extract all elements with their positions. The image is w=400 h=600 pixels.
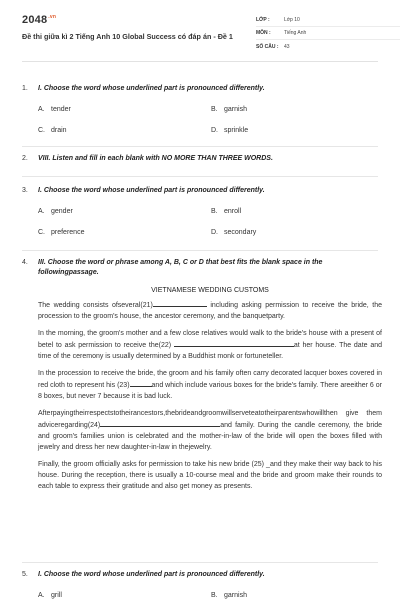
exam-meta	[256, 14, 400, 53]
option-list	[38, 592, 382, 599]
blank-number: (21)	[140, 302, 153, 309]
meta-value: Tiếng Anh	[284, 30, 307, 36]
option-letter: B.	[211, 592, 218, 599]
question-prompt: III. Choose the word or phrase among A, B, C or D that best fits the blank space in the followingpassage.	[38, 259, 323, 276]
question-4	[22, 258, 382, 498]
option-letter: C.	[38, 229, 45, 236]
option-text: secondary	[224, 229, 257, 236]
question-number: 4.	[22, 259, 28, 266]
question-number: 2.	[22, 155, 28, 162]
blank-number: (22)	[158, 342, 172, 349]
question-5	[22, 570, 382, 599]
option-text: preference	[51, 229, 85, 236]
option-a[interactable]	[38, 106, 211, 113]
question-prompt: VIII. Listen and fill in each blank with NO MORE THAN THREE WORDS.	[38, 155, 273, 162]
option-letter: D.	[211, 229, 218, 236]
passage-paragraph-5	[38, 459, 382, 492]
option-text: gender	[51, 208, 73, 215]
passage-text: and which include various boxes for the bride's family. There areeither 6 or 8 boxes, but never 7 because it is bad luck.	[38, 382, 382, 400]
passage-text: In the procession to receive the bride, the groom and his family often carry decorated lacquer boxes covered in red cloth to represent his	[38, 370, 382, 389]
passage-paragraph-3	[38, 368, 382, 402]
option-letter: B.	[211, 208, 218, 215]
answer-blank[interactable]	[130, 379, 152, 387]
option-text: drain	[51, 127, 67, 134]
answer-blank[interactable]	[153, 299, 207, 307]
option-text: garnish	[224, 106, 247, 113]
option-letter: A.	[38, 208, 45, 215]
logo-suffix: .vn	[48, 14, 57, 21]
question-3	[22, 186, 382, 236]
option-c[interactable]	[38, 127, 211, 134]
question-number: 3.	[22, 187, 28, 194]
logo-text: 2048	[22, 14, 48, 26]
option-a[interactable]	[38, 592, 211, 599]
option-b[interactable]	[211, 592, 384, 599]
blank-number: (23)	[117, 382, 130, 389]
meta-value: 43	[284, 43, 290, 50]
option-list	[38, 208, 382, 236]
meta-key: SỐ CÂU :	[256, 43, 279, 50]
divider	[22, 250, 378, 251]
answer-blank[interactable]	[174, 339, 294, 347]
question-prompt: I. Choose the word whose underlined part is pronounced differently.	[38, 571, 265, 578]
meta-row-subject	[256, 27, 400, 40]
option-c[interactable]	[38, 229, 211, 236]
option-letter: B.	[211, 106, 218, 113]
question-number: 5.	[22, 571, 28, 578]
passage-text: including asking permission to receive the bride, the procession to the groom's house, the ancestor ceremony, and the banquetparty.	[38, 302, 382, 320]
passage-text: Afterpayingtheirrespectstotheirancestors,thebrideandgroomwillserveteatotheirparentswhowillthen give them adviceregarding	[38, 410, 382, 429]
option-a[interactable]	[38, 208, 211, 215]
option-list	[38, 106, 382, 134]
meta-value: Lớp 10	[284, 17, 300, 23]
meta-row-class	[256, 14, 400, 27]
option-letter: D.	[211, 127, 218, 134]
option-letter: C.	[38, 127, 45, 134]
option-text: enroll	[224, 208, 242, 215]
site-logo[interactable]	[22, 14, 56, 26]
meta-key: LỚP :	[256, 17, 270, 23]
question-2	[22, 154, 382, 164]
document-title: Đề thi giữa kì 2 Tiếng Anh 10 Global Success có đáp án - Đề 1	[22, 32, 233, 41]
divider	[22, 146, 378, 147]
passage-text: The wedding consists ofseveral	[38, 302, 141, 309]
document-header	[22, 0, 378, 62]
blank-number: (25)	[251, 461, 264, 468]
meta-key: MÔN :	[256, 30, 271, 36]
option-b[interactable]	[211, 106, 384, 113]
option-letter: A.	[38, 106, 45, 113]
passage-paragraph-2	[38, 328, 382, 362]
passage-text: _and they make their way back to his house. During the reception, there is usually a 10-course meal and the bride and groom make their rounds to each table to express their gratitude and also get money as presents.	[38, 461, 383, 490]
question-1	[22, 84, 382, 134]
passage-text: In the morning, the groom's mother and a few close relatives would walk to the bride's house with a present of betel to ask permission to receive the	[38, 330, 382, 349]
passage-paragraph-4	[38, 408, 382, 453]
passage-text: at her house. The date and time of the ceremony is usually determined by a Buddhist monk or fortuneteller.	[38, 342, 383, 360]
answer-blank[interactable]	[100, 419, 220, 427]
meta-row-count	[256, 40, 400, 53]
option-letter: A.	[38, 592, 45, 599]
question-prompt: I. Choose the word whose underlined part is pronounced differently.	[38, 187, 265, 194]
question-number: 1.	[22, 85, 28, 92]
option-b[interactable]	[211, 208, 384, 215]
option-d[interactable]	[211, 127, 384, 134]
option-d[interactable]	[211, 229, 384, 236]
passage-title: VIETNAMESE WEDDING CUSTOMS	[151, 287, 269, 294]
passage-text: Finally, the groom officially asks for permission to take his new bride	[38, 461, 250, 468]
passage-text: and family. During the candle ceremony, the bride and groom's families union is celebrated and the mother-in-law of the bride will open the boxes filled with jewelry and dress her new daughter-in-law in thejewelry.	[38, 422, 382, 451]
option-text: tender	[51, 106, 71, 113]
divider	[22, 176, 378, 177]
option-text: sprinkle	[224, 127, 249, 134]
blank-number: (24)	[87, 422, 101, 429]
question-prompt: I. Choose the word whose underlined part is pronounced differently.	[38, 85, 265, 92]
divider	[22, 562, 378, 563]
option-text: grill	[51, 592, 62, 599]
option-text: garnish	[224, 592, 247, 599]
passage-paragraph-1	[38, 299, 382, 322]
